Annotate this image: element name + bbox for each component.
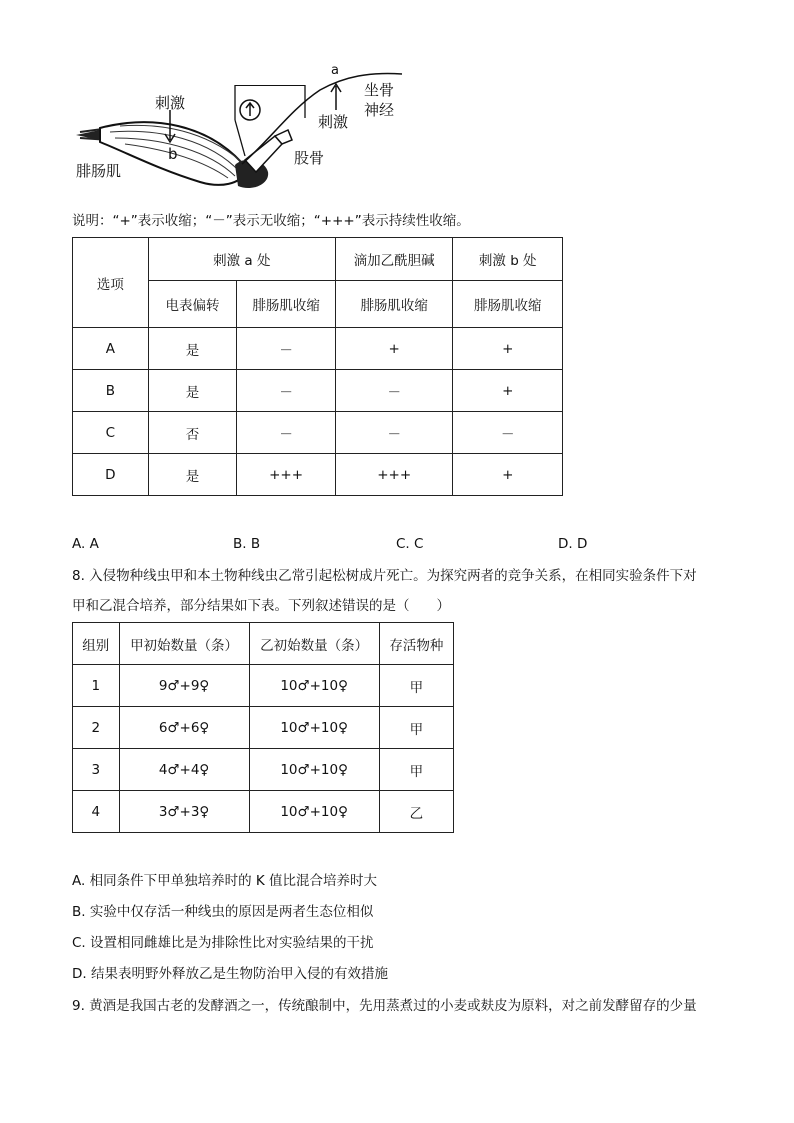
nerve-label-line1: 坐骨 xyxy=(364,81,395,99)
table-cell: + xyxy=(453,454,563,496)
stimulus-right-label: 刺激 xyxy=(318,113,349,131)
table-row xyxy=(73,412,563,454)
table-cell: － xyxy=(453,412,563,454)
table-row xyxy=(73,454,563,496)
table-cell: + xyxy=(335,328,453,370)
table-cell: － xyxy=(335,370,453,412)
table-row xyxy=(73,328,563,370)
subheader-meter: 电表偏转 xyxy=(148,281,237,328)
header-cell: 乙初始数量（条） xyxy=(249,623,379,665)
table-cell: 10♂+10♀ xyxy=(249,791,379,833)
table-row xyxy=(73,749,454,791)
table-cell: 4 xyxy=(73,791,120,833)
table-cell: A xyxy=(73,328,149,370)
q7-choice-a[interactable]: A. A xyxy=(72,536,99,552)
table-cell: B xyxy=(73,370,149,412)
muscle-label: 腓肠肌 xyxy=(76,162,122,180)
header-stim-a: 刺激 a 处 xyxy=(148,238,335,281)
table-cell: +++ xyxy=(237,454,336,496)
q8-stem-line1: 8. 入侵物种线虫甲和本土物种线虫乙常引起松树成片死亡。为探究两者的竞争关系，在相同实验条件下对 xyxy=(72,568,697,584)
table-cell: C xyxy=(73,412,149,454)
q7-choice-c[interactable]: C. C xyxy=(396,536,424,552)
table-cell: + xyxy=(453,370,563,412)
table-cell: － xyxy=(335,412,453,454)
table-cell: 3♂+3♀ xyxy=(119,791,249,833)
table-cell: － xyxy=(237,328,336,370)
table-row xyxy=(73,370,563,412)
table-cell: 是 xyxy=(148,370,237,412)
q7-choice-d[interactable]: D. D xyxy=(558,536,588,552)
header-ach: 滴加乙酰胆碱 xyxy=(335,238,453,281)
table-cell: 乙 xyxy=(379,791,453,833)
table-cell: +++ xyxy=(335,454,453,496)
header-option: 选项 xyxy=(73,238,149,328)
table-cell: + xyxy=(453,328,563,370)
label-a: a xyxy=(331,63,339,78)
table-cell: 9♂+9♀ xyxy=(119,665,249,707)
table-cell: 10♂+10♀ xyxy=(249,707,379,749)
q8-stem-line2: 甲和乙混合培养，部分结果如下表。下列叙述错误的是（ ） xyxy=(72,598,450,614)
header-cell: 存活物种 xyxy=(379,623,453,665)
subheader-muscle: 腓肠肌收缩 xyxy=(335,281,453,328)
table-cell: 甲 xyxy=(379,665,453,707)
table-cell: － xyxy=(237,412,336,454)
nerve-label-line2: 神经 xyxy=(364,101,395,119)
table-cell: 4♂+4♀ xyxy=(119,749,249,791)
stimulus-left-label: 刺激 xyxy=(155,94,186,112)
table-row xyxy=(73,707,454,749)
header-stim-b: 刺激 b 处 xyxy=(453,238,563,281)
q9-stem-line1: 9. 黄酒是我国古老的发酵酒之一，传统酿制中，先用蒸煮过的小麦或麸皮为原料，对之前发酵留存的少量 xyxy=(72,998,697,1014)
q8-option-d[interactable]: D. 结果表明野外释放乙是生物防治甲入侵的有效措施 xyxy=(72,966,388,982)
legend-note: 说明：“+”表示收缩；“－”表示无收缩；“+++”表示持续性收缩。 xyxy=(72,213,470,229)
header-cell: 甲初始数量（条） xyxy=(119,623,249,665)
table-cell: 10♂+10♀ xyxy=(249,665,379,707)
q8-option-c[interactable]: C. 设置相同雌雄比是为排除性比对实验结果的干扰 xyxy=(72,935,374,951)
nematode-table xyxy=(72,622,454,833)
q8-option-b[interactable]: B. 实验中仅存活一种线虫的原因是两者生态位相似 xyxy=(72,904,374,920)
table-row xyxy=(73,665,454,707)
q8-option-a[interactable]: A. 相同条件下甲单独培养时的 K 值比混合培养时大 xyxy=(72,873,378,889)
table-cell: 是 xyxy=(148,328,237,370)
bone-label: 股骨 xyxy=(294,149,325,167)
table-cell: D xyxy=(73,454,149,496)
table-cell: 3 xyxy=(73,749,120,791)
table-cell: 2 xyxy=(73,707,120,749)
table-cell: 1 xyxy=(73,665,120,707)
table-header-row xyxy=(73,623,454,665)
subheader-muscle: 腓肠肌收缩 xyxy=(237,281,336,328)
table-cell: 是 xyxy=(148,454,237,496)
q7-choice-b[interactable]: B. B xyxy=(233,536,261,552)
experiment-table xyxy=(72,237,563,496)
table-cell: － xyxy=(237,370,336,412)
table-cell: 甲 xyxy=(379,749,453,791)
label-b: b xyxy=(168,145,178,163)
table-cell: 10♂+10♀ xyxy=(249,749,379,791)
table-cell: 6♂+6♀ xyxy=(119,707,249,749)
table-cell: 否 xyxy=(148,412,237,454)
header-cell: 组别 xyxy=(73,623,120,665)
table-cell: 甲 xyxy=(379,707,453,749)
subheader-muscle: 腓肠肌收缩 xyxy=(453,281,563,328)
table-row xyxy=(73,791,454,833)
